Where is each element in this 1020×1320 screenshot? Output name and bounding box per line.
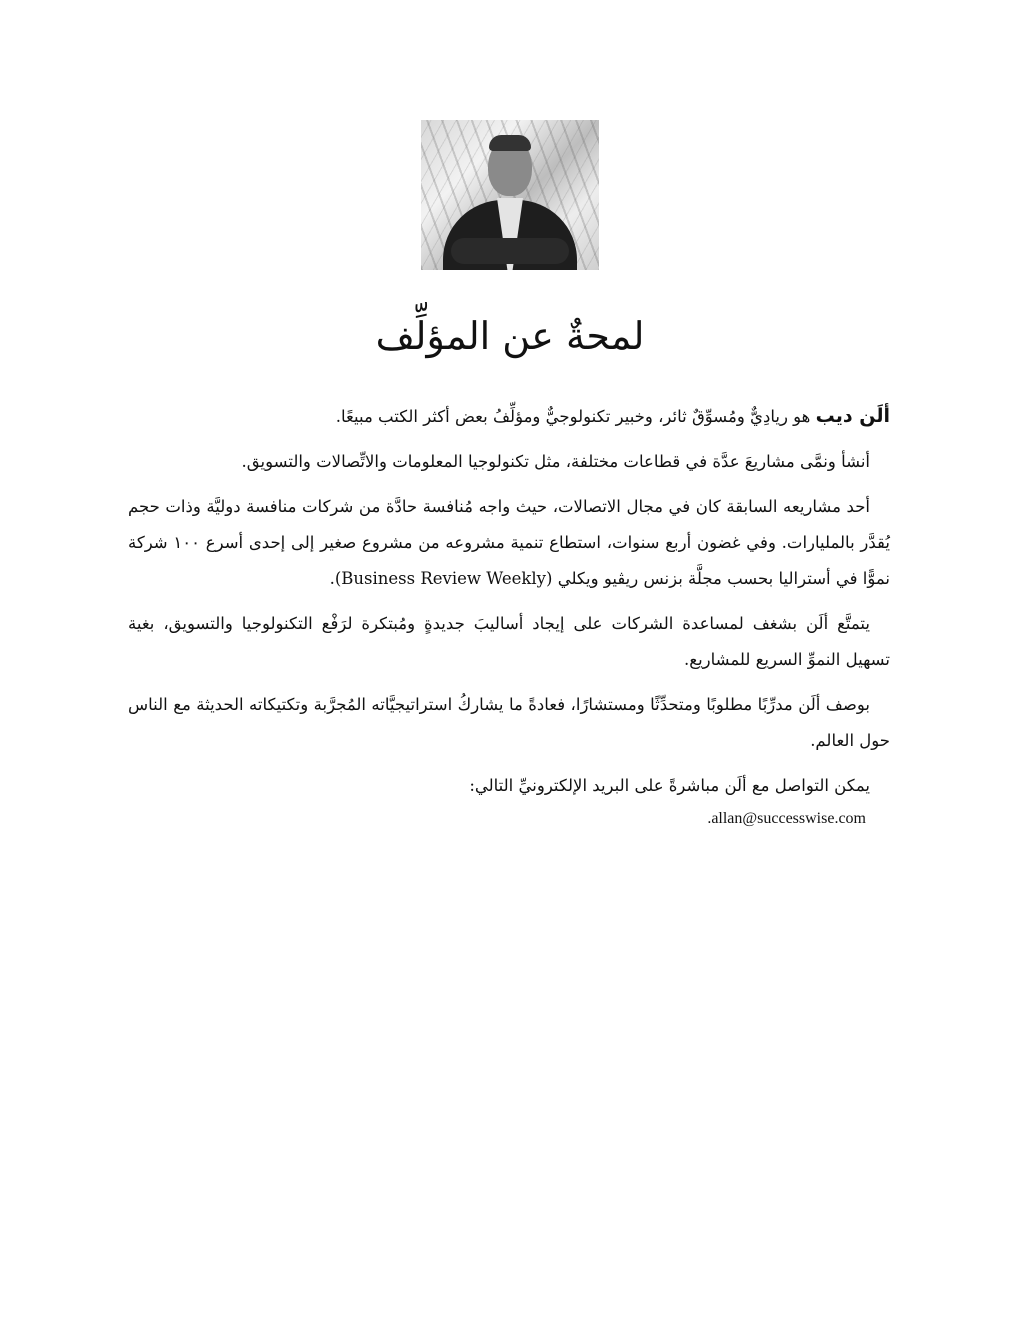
contact-email: .allan@successwise.com	[707, 810, 866, 827]
photo-hair	[489, 135, 531, 151]
bio-text	[128, 398, 890, 837]
bio-paragraph-2: أنشأ ونمَّى مشاريعَ عدَّة في قطاعات مختلفة، مثل تكنولوجيا المعلومات والاتِّصالات والتسويق.	[241, 452, 870, 471]
author-photo	[421, 120, 599, 270]
photo-arms	[451, 238, 569, 264]
bio-paragraph-3: أحد مشاريعه السابقة كان في مجال الاتصالات، حيث واجه مُنافسة حادَّة من شركات منافسة دوليَّة وذات حجم يُقدَّر بالمليارات. وفي غضون أربع سنوات، استطاع تنمية مشروعه من مشروع صغير إلى إحدى أسرع ١٠٠ شركة نموًّا في أستراليا بحسب مجلَّة بزنس ريڤيو ويكلي (Business Review Weekly).	[128, 497, 890, 588]
page-title: لمحةٌ عن المؤلِّف	[375, 314, 645, 358]
bio-intro: هو ريادِيٌّ ومُسوِّقٌ ثائر، وخبير تكنولوجيٌّ ومؤلِّفُ بعض أكثر الكتب مبيعًا.	[335, 407, 816, 426]
author-name: ألَن ديب	[815, 405, 890, 427]
bio-paragraph-6: يمكن التواصل مع ألَن مباشرةً على البريد الإلكترونيِّ التالي:	[469, 776, 870, 795]
bio-paragraph-4: يتمتَّع ألَن بشغف لمساعدة الشركات على إيجاد أساليبَ جديدةٍ ومُبتكرة لرَفْع التكنولوجيا والتسويق، بغية تسهيل النموِّ السريع للمشاريع.	[128, 614, 890, 669]
bio-paragraph-5: بوصف ألَن مدرِّبًا مطلوبًا ومتحدِّثًا ومستشارًا، فعادةً ما يشاركُ استراتيجيَّاته المُجرَّبة وتكتيكاته الحديثة مع الناس حول العالم.	[128, 695, 890, 750]
bio-paragraph-1	[128, 398, 890, 435]
